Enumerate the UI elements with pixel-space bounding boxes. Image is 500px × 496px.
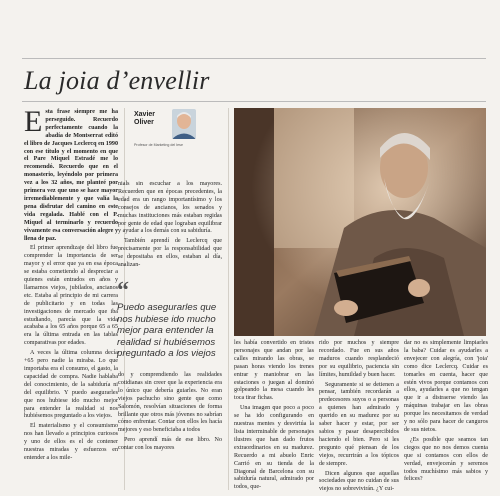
paragraph: El primer aprendizaje del libro fue comprender la importancia de ser mayor y el error que ya en esa época se estaba cometiendo al despreciar a quienes están entrados en años y llamarnos viejos, jubilados, ancianos etc. Estaba al principio de mi carrera de publicitario y en todas las investigaciones de mercado que iba estudiando, parecía que la vida acababa a los 65 años porque 65 a 65 era la última entrada en las tablas comparativas por edades.: [24, 245, 118, 347]
paragraph: ¿Es posible que seamos tan ciegos que no nos demos cuenta que si contamos con ellos de verdad, envejecerán y seremos todos muchísimo más sabios y felices?: [404, 436, 488, 483]
article-photo: [234, 108, 486, 336]
paragraph: También aprendí de Leclercq que precisamente por la responsabilidad que se depositaba en ellos, estaban al día, analizan-: [118, 238, 222, 269]
lead-text: sta frase siempre me ha perseguido. Recuerdo perfectamente cuando la abadía de Montserrat editó el libro de Jacques Leclercq en 1990 con ese título y el momento en que el Pare Miquel Estradé me lo recomendó. Recuerdo que en el monasterio, leyéndolo por primera vez a los 32 años, me planteé por primera vez que uno se hace mayor irremediablemente y que valía la pena disfrutar del camino en este vida regalada. Hablé con el P. Miquel al terminarlo y recuerdo vivamente esa conversación alegre y llena de paz.: [24, 109, 118, 242]
author-box: [134, 109, 224, 151]
paragraph: [24, 105, 118, 243]
column-2-bottom: [118, 372, 222, 455]
paragraph: El materialismo y el consumismo nos han llevado a principios curiosos y uno de ellos es el de contener nuestras miradas y esfuerzos en entender a los mile-: [24, 423, 118, 461]
author-name: Xavier Oliver: [134, 111, 156, 126]
paragraph: A veces la última columna decía +65 pero nadie la miraba. Lo que importaba era el consumo, el gasto, la capacidad de compra. Nadie hablaba del conocimiento, de la sabiduría ni del equilibrio. Y puedo asegurarles que nos hubiese ido mucho mejor para entender la realidad si nos hubiésemos preguntado a los viejos.: [24, 350, 118, 420]
paragraph: les había convertido en tristes personajes que andan por las calles mirando las obras, se pasan horas viendo los trenes entrar y maniobrar en las estaciones o juegan al dominó golpeando la mesa cuando les toca tirar fichas.: [234, 340, 314, 402]
author-avatar: [172, 109, 196, 139]
dropcap: E: [24, 105, 43, 138]
column-1: [24, 105, 118, 465]
pull-quote-text: Puedo asegurarles que nos hubiese ido mucho mejor para entender la realidad si hubiésemos preguntado a los viejos: [117, 302, 217, 360]
paragraph: Dicen algunos que aquellas sociedades que no cuidan de sus viejos no sobrevivirán. ¿Y cui-: [319, 470, 399, 493]
paragraph: nials sin escuchar a los mayores. Recuerden que en épocas precedentes, la edad era un rango importantísimo y los consejos de ancianos, los senados y muchas instituciones más estaban regidas por gente de edad que lograban equilibrar y ayudar a los demás con su sabiduría.: [118, 181, 222, 235]
quote-mark-icon: “: [117, 278, 129, 304]
paragraph: rido por muchos y siempre recordado. Fue en sus años maduros cuando resplandeció por su equilibrio, paciencia sin límites, humildad y buen hacer.: [319, 340, 399, 378]
column-5: [404, 340, 488, 486]
column-3: [234, 340, 314, 494]
author-role: Profesor de Marketing del Iese: [134, 143, 183, 147]
paragraph: Una imagen que poco a poco se ha ido configurando en nuestras mentes y desvirtúa la lista interminable de personajes ilustres que han dado frutos extraordinarios en su madurez. Recuerdo a mi abuelo Enric Carrió en su tienda de la Diagonal de Barcelona con su sabiduría natural, admirado por todos, que-: [234, 405, 314, 491]
paragraph: Pero aprendí más de ese libro. No contar con los mayores: [118, 437, 222, 452]
column-2-top: [118, 181, 222, 272]
column-divider: [228, 108, 229, 490]
top-rule: [22, 58, 486, 59]
headline: La joia d’envellir: [24, 66, 210, 95]
pull-quote: [117, 278, 223, 360]
paragraph: dar no es simplemente limpiarles la baba? Cuidar es ayudarles a envejecer con alegría, con 'joia' como dice Leclercq. Cuidar es tomarles en cuenta, hacer que estén vivos porque contamos con ellos, ayudarles a que no tengan que ir a distraerse viendo las máquinas trabajar en las obras porque les necesitamos de verdad y no sólo para hacer de canguros de sus nietos.: [404, 340, 488, 433]
column-4: [319, 340, 399, 496]
paragraph: Seguramente si se detienen a pensar, también recordarán a predecesores suyos o a personas a quienes han admirado y querido en su madurez por su saber hacer y estar, por ser sabios y pasar desapercibidos haciendo el bien. Pero si les pregunto qué piensan de los viejos, recurrirán a los tópicos de siempre.: [319, 381, 399, 467]
headline-rule: [22, 101, 486, 102]
paragraph: do y comprendiendo las realidades cotidianas sin creer que la experiencia era lo único que debería guiarles. No eran viejos pachucho sino gente que como Salomón, resolvían situaciones de forma brillante que otros más jóvenes no sabrían cómo enfrentar. Contar con ellos les hacía mejores y eso beneficiaba a todos: [118, 372, 222, 434]
